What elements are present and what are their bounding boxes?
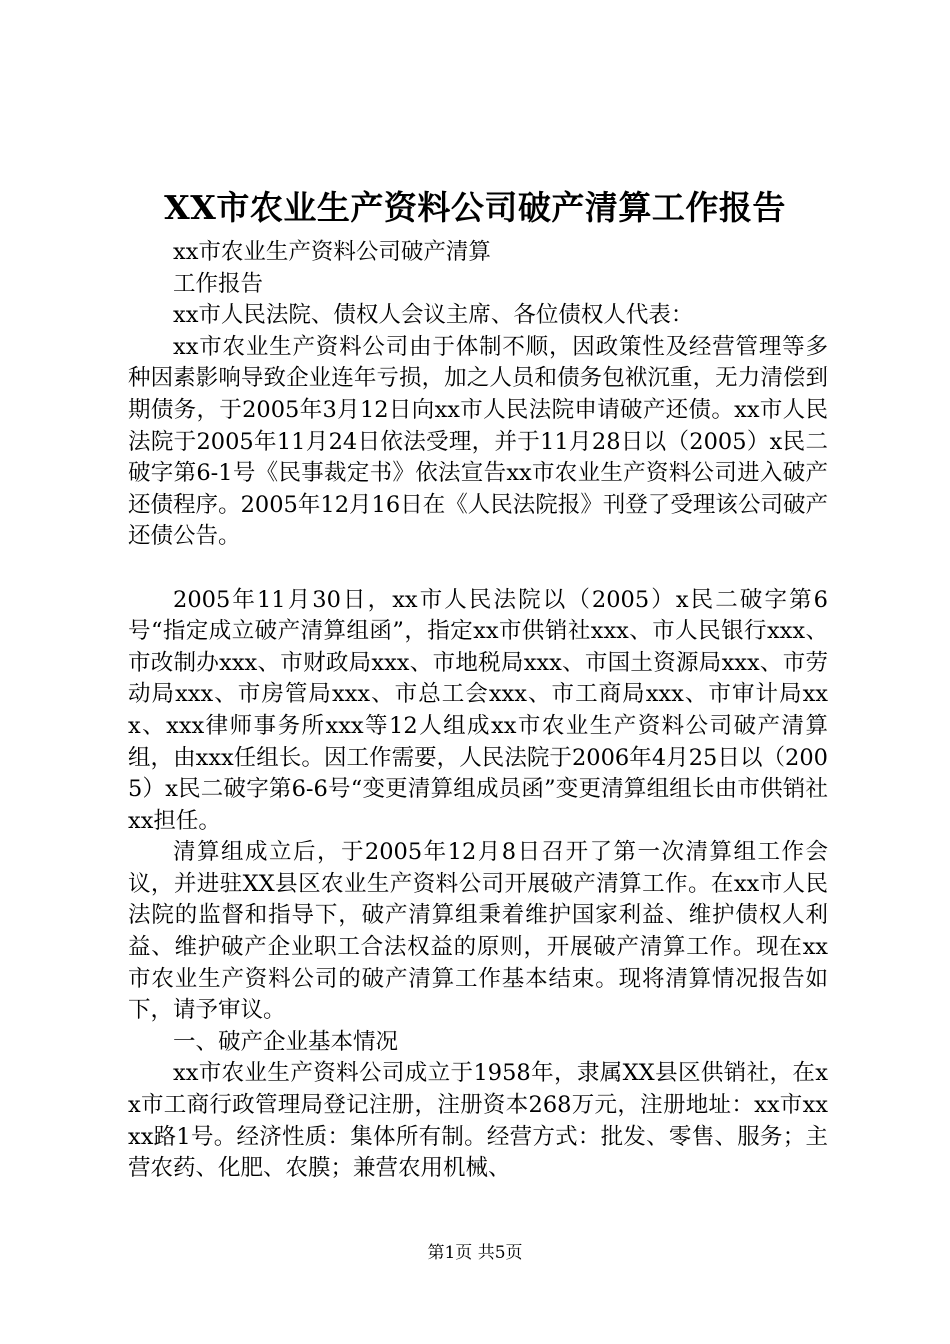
section-heading-basic-info: 一、破产企业基本情况: [173, 1028, 399, 1055]
paragraph-salutation: xx市人民法院、债权人会议主席、各位债权人代表：: [173, 302, 694, 329]
page-number-footer: 第1页 共5页: [427, 1243, 523, 1263]
paragraph-company-info: xx市农业生产资料公司成立于1958年，隶属XX县区供销社，在xx市工商行政管理局登记注册，注册资本268万元，注册地址：xx市xxxx路1号。经济性质：集体所有制。经营方式：批发、零售、服务；主营农药、化肥、农膜；兼营农用机械、: [128, 1060, 828, 1182]
paragraph-work-progress: 清算组成立后，于2005年12月8日召开了第一次清算组工作会议，并进驻XX县区农业生产资料公司开展破产清算工作。在xx市人民法院的监督和指导下，破产清算组秉着维护国家利益、维护债权人利益、维护破产企业职工合法权益的原则，开展破产清算工作。现在xx市农业生产资料公司的破产清算工作基本结束。现将清算情况报告如下，请予审议。: [128, 839, 828, 1024]
document-body: [128, 237, 828, 1185]
paragraph-heading-line-2: 工作报告: [173, 270, 264, 297]
paragraph-liquidation-group: 2005年11月30日，xx市人民法院以（2005）x民二破字第6号“指定成立破产清算组函”，指定xx市供销社xxx、市人民银行xxx、市改制办xxx、市财政局xxx、市地税局xxx、市国土资源局xxx、市劳动局xxx、市房管局xxx、市总工会xxx、市工商局xxx、市审计局xxx、xxx律师事务所xxx等12人组成xx市农业生产资料公司破产清算组，由xxx任组长。因工作需要，人民法院于2006年4月25日以（2005）x民二破字第6-6号“变更清算组成员函”变更清算组组长由市供销社xx担任。: [128, 586, 828, 834]
document-title: XX市农业生产资料公司破产清算工作报告: [164, 188, 786, 227]
paragraph-background: xx市农业生产资料公司由于体制不顺，因政策性及经营管理等多种因素影响导致企业连年亏损，加之人员和债务包袱沉重，无力清偿到期债务，于2005年3月12日向xx市人民法院申请破产还债。xx市人民法院于2005年11月24日依法受理，并于11月28日以（2005）x民二破字第6-1号《民事裁定书》依法宣告xx市农业生产资料公司进入破产还债程序。2005年12月16日在《人民法院报》刊登了受理该公司破产还债公告。: [128, 333, 828, 550]
paragraph-heading-line-1: xx市农业生产资料公司破产清算: [173, 239, 491, 265]
